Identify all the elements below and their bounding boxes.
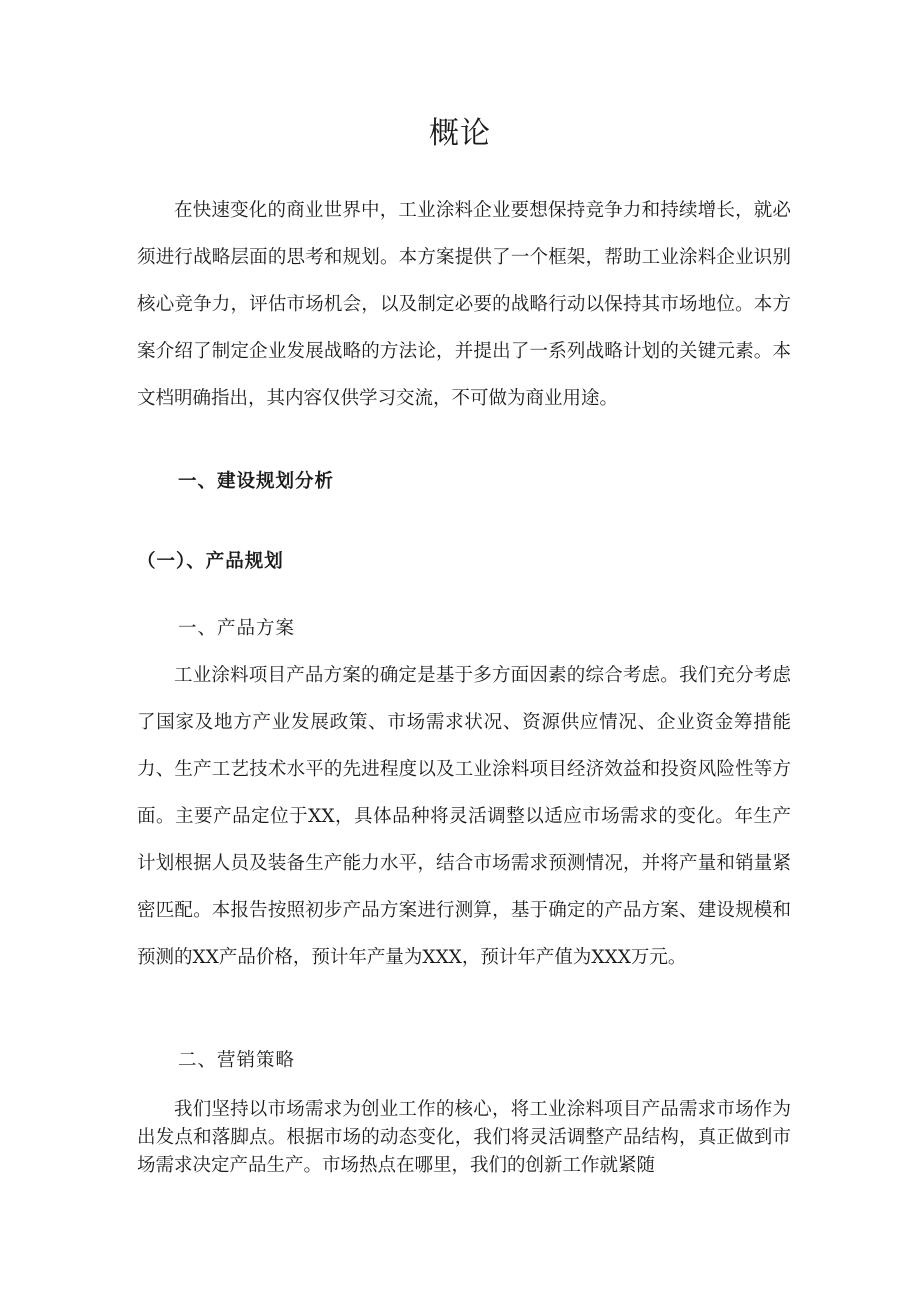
product-plan-paragraph: 工业涂料项目产品方案的确定是基于多方面因素的综合考虑。我们充分考虑了国家及地方产业发展政策、市场需求状况、资源供应情况、企业资金筹措能力、生产工艺技术水平的先进程度以及工业涂料项目经济效益和投资风险性等方面。主要产品定位于XX，具体品种将灵活调整以适应市场需求的变化。年生产计划根据人员及装备生产能力水平，结合市场需求预测情况，并将产量和销量紧密匹配。本报告按照初步产品方案进行测算，基于确定的产品方案、建设规模和预测的XX产品价格，预计年产量为XXX，预计年产值为XXX万元。 bbox=[137, 665, 791, 968]
section-heading: 一、建设规划分析 bbox=[178, 471, 335, 492]
subsection-heading: （一）、产品规划 bbox=[137, 551, 284, 572]
marketing-strategy-heading: 二、营销策略 bbox=[178, 1050, 296, 1071]
marketing-strategy-paragraph: 我们坚持以市场需求为创业工作的核心，将工业涂料项目产品需求市场作为出发点和落脚点。根据市场的动态变化，我们将灵活调整产品结构，真正做到市场需求决定产品生产。市场热点在哪里，我们的创新工作就紧随 bbox=[137, 1099, 791, 1176]
document-title: 概论 bbox=[429, 116, 491, 151]
intro-paragraph: 在快速变化的商业世界中，工业涂料企业要想保持竞争力和持续增长，就必须进行战略层面的思考和规划。本方案提供了一个框架，帮助工业涂料企业识别核心竞争力，评估市场机会，以及制定必要的战略行动以保持其市场地位。本方案介绍了制定企业发展战略的方法论，并提出了一系列战略计划的关键元素。本文档明确指出，其内容仅供学习交流，不可做为商业用途。 bbox=[137, 200, 791, 409]
product-plan-heading: 一、产品方案 bbox=[178, 618, 296, 639]
